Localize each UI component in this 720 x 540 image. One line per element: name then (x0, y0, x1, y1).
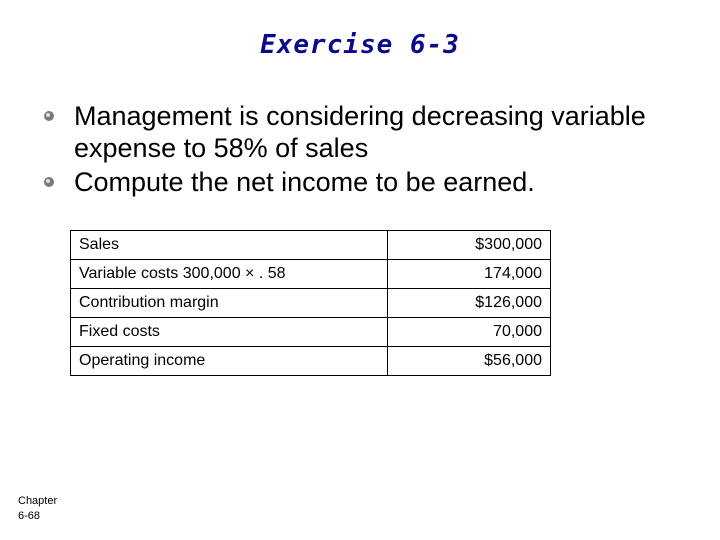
bullet-text: Compute the net income to be earned. (74, 167, 535, 197)
footer-chapter-label: Chapter (18, 495, 58, 507)
table-row (71, 260, 551, 289)
income-table (70, 230, 551, 376)
row-value: $300,000 (388, 231, 551, 260)
row-label: Sales (71, 231, 388, 260)
chapter-footer (18, 494, 57, 524)
bullet-item (44, 100, 684, 164)
table-row (71, 231, 551, 260)
table-row (71, 347, 551, 376)
table-row (71, 289, 551, 318)
row-value: $56,000 (388, 347, 551, 376)
bullet-dot-icon (44, 111, 54, 121)
row-label: Variable costs 300,000 × . 58 (71, 260, 388, 289)
footer-page-number: 6-68 (18, 510, 41, 522)
bullet-text: Management is considering decreasing variable expense to 58% of sales (74, 101, 646, 163)
row-label: Fixed costs (71, 318, 388, 347)
row-label: Contribution margin (71, 289, 388, 318)
bullet-list (44, 100, 684, 200)
row-value: 174,000 (388, 260, 551, 289)
row-value: 70,000 (388, 318, 551, 347)
row-value: $126,000 (388, 289, 551, 318)
bullet-dot-icon (44, 177, 54, 187)
bullet-item (44, 166, 684, 198)
table-row (71, 318, 551, 347)
slide-title: Exercise 6-3 (260, 30, 460, 60)
row-label: Operating income (71, 347, 388, 376)
